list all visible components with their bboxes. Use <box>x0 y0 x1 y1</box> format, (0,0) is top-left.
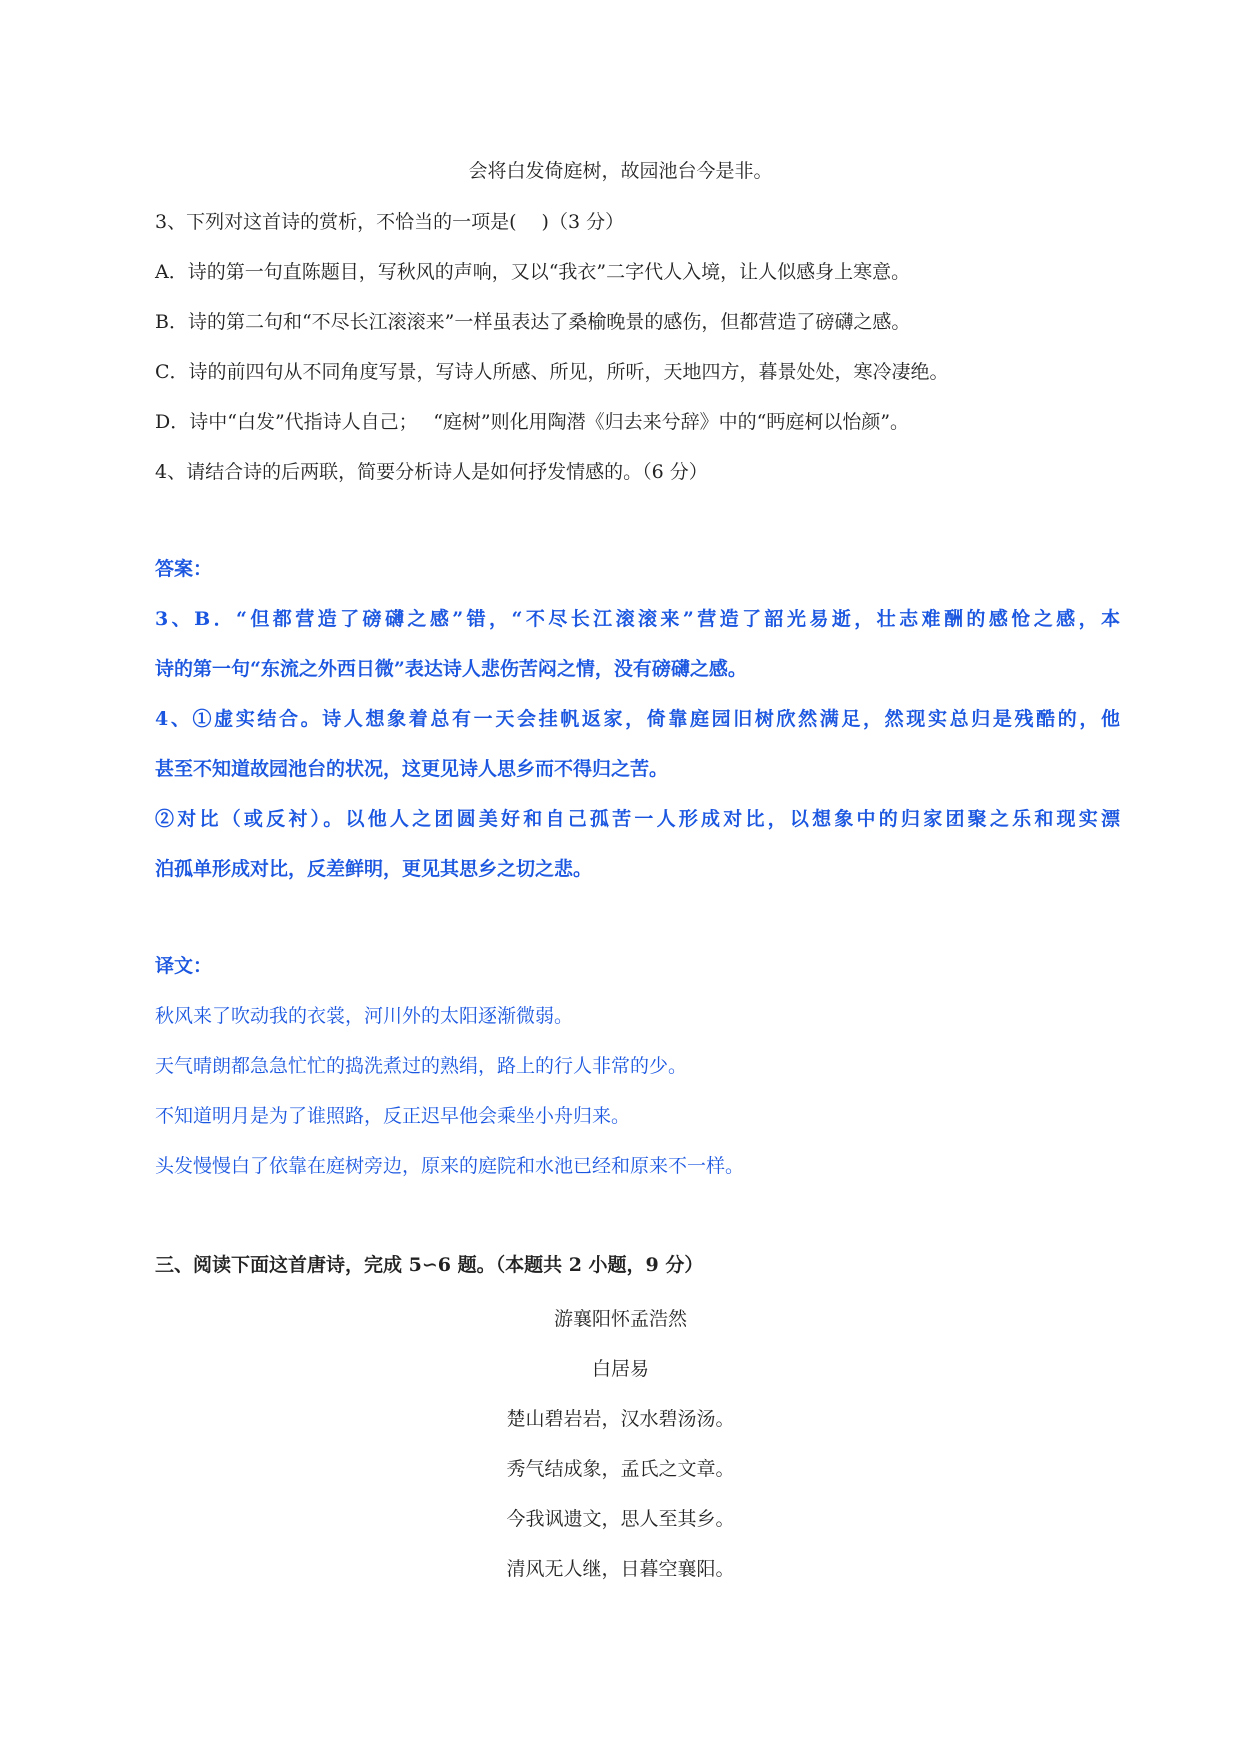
translation-line-2: 天气晴朗都急急忙忙的捣洗煮过的熟绢，路上的行人非常的少。 <box>155 1055 688 1077</box>
question-4-stem: 4、请结合诗的后两联，简要分析诗人是如何抒发情感的。（6 分） <box>155 461 708 483</box>
translation-line-1: 秋风来了吹动我的衣裳，河川外的太阳逐渐微弱。 <box>155 1005 574 1027</box>
poem-line-4: 清风无人继，日暮空襄阳。 <box>506 1558 735 1580</box>
poem-author: 白居易 <box>591 1358 649 1380</box>
translation-line-4: 头发慢慢白了依靠在庭树旁边，原来的庭院和水池已经和原来不一样。 <box>155 1155 745 1177</box>
question-3-stem: 3、下列对这首诗的赏析，不恰当的一项是( )（3 分） <box>155 211 625 233</box>
poem-line-1: 楚山碧岩岩，汉水碧汤汤。 <box>506 1408 735 1430</box>
answer-3-line-2: 诗的第一句“东流之外西日微”表达诗人悲伤苦闷之情，没有磅礴之感。 <box>155 658 747 680</box>
translation-line-3: 不知道明月是为了谁照路，反正迟早他会乘坐小舟归来。 <box>155 1105 631 1127</box>
question-3-option-c: C．诗的前四句从不同角度写景，写诗人所感、所见，所听，天地四方，暮景处处，寒冷凄绝。 <box>155 361 949 383</box>
translation-heading: 译文： <box>155 955 213 977</box>
poem-line-3: 今我讽遗文，思人至其乡。 <box>506 1508 735 1530</box>
question-3-option-b: B．诗的第二句和“不尽长江滚滚来”一样虽表达了桑榆晚景的感伤，但都营造了磅礴之感。 <box>155 311 911 333</box>
question-3-option-d: D．诗中“白发”代指诗人自己； “庭树”则化用陶潜《归去来兮辞》中的“眄庭柯以怡颜”。 <box>155 411 910 433</box>
answer-4-line-2: 甚至不知道故园池台的状况，这更见诗人思乡而不得归之苦。 <box>155 758 669 780</box>
poem-last-line: 会将白发倚庭树，故园池台今是非。 <box>468 160 773 182</box>
answer-4-line-1: 4、①虚实结合。诗人想象着总有一天会挂帆返家，倚靠庭园旧树欣然满足，然现实总归是残酷的，他 <box>155 708 1120 730</box>
answer-3-line-1: 3、B．“但都营造了磅礴之感”错，“不尽长江滚滚来”营造了韶光易逝，壮志难酬的感怆之感，本 <box>155 608 1120 630</box>
poem-line-2: 秀气结成象，孟氏之文章。 <box>506 1458 735 1480</box>
section-3-heading: 三、阅读下面这首唐诗，完成 5∽6 题。（本题共 2 小题，9 分） <box>155 1254 704 1276</box>
answer-4-line-4: 泊孤单形成对比，反差鲜明，更见其思乡之切之悲。 <box>155 858 593 880</box>
answer-heading: 答案： <box>155 558 213 580</box>
question-3-option-a: A．诗的第一句直陈题目，写秋风的声响，又以“我衣”二字代人入境，让人似感身上寒意。 <box>155 261 911 283</box>
answer-4-line-3: ②对比（或反衬）。以他人之团圆美好和自己孤苦一人形成对比，以想象中的归家团聚之乐和现实漂 <box>155 808 1120 830</box>
poem-title: 游襄阳怀孟浩然 <box>553 1308 687 1330</box>
